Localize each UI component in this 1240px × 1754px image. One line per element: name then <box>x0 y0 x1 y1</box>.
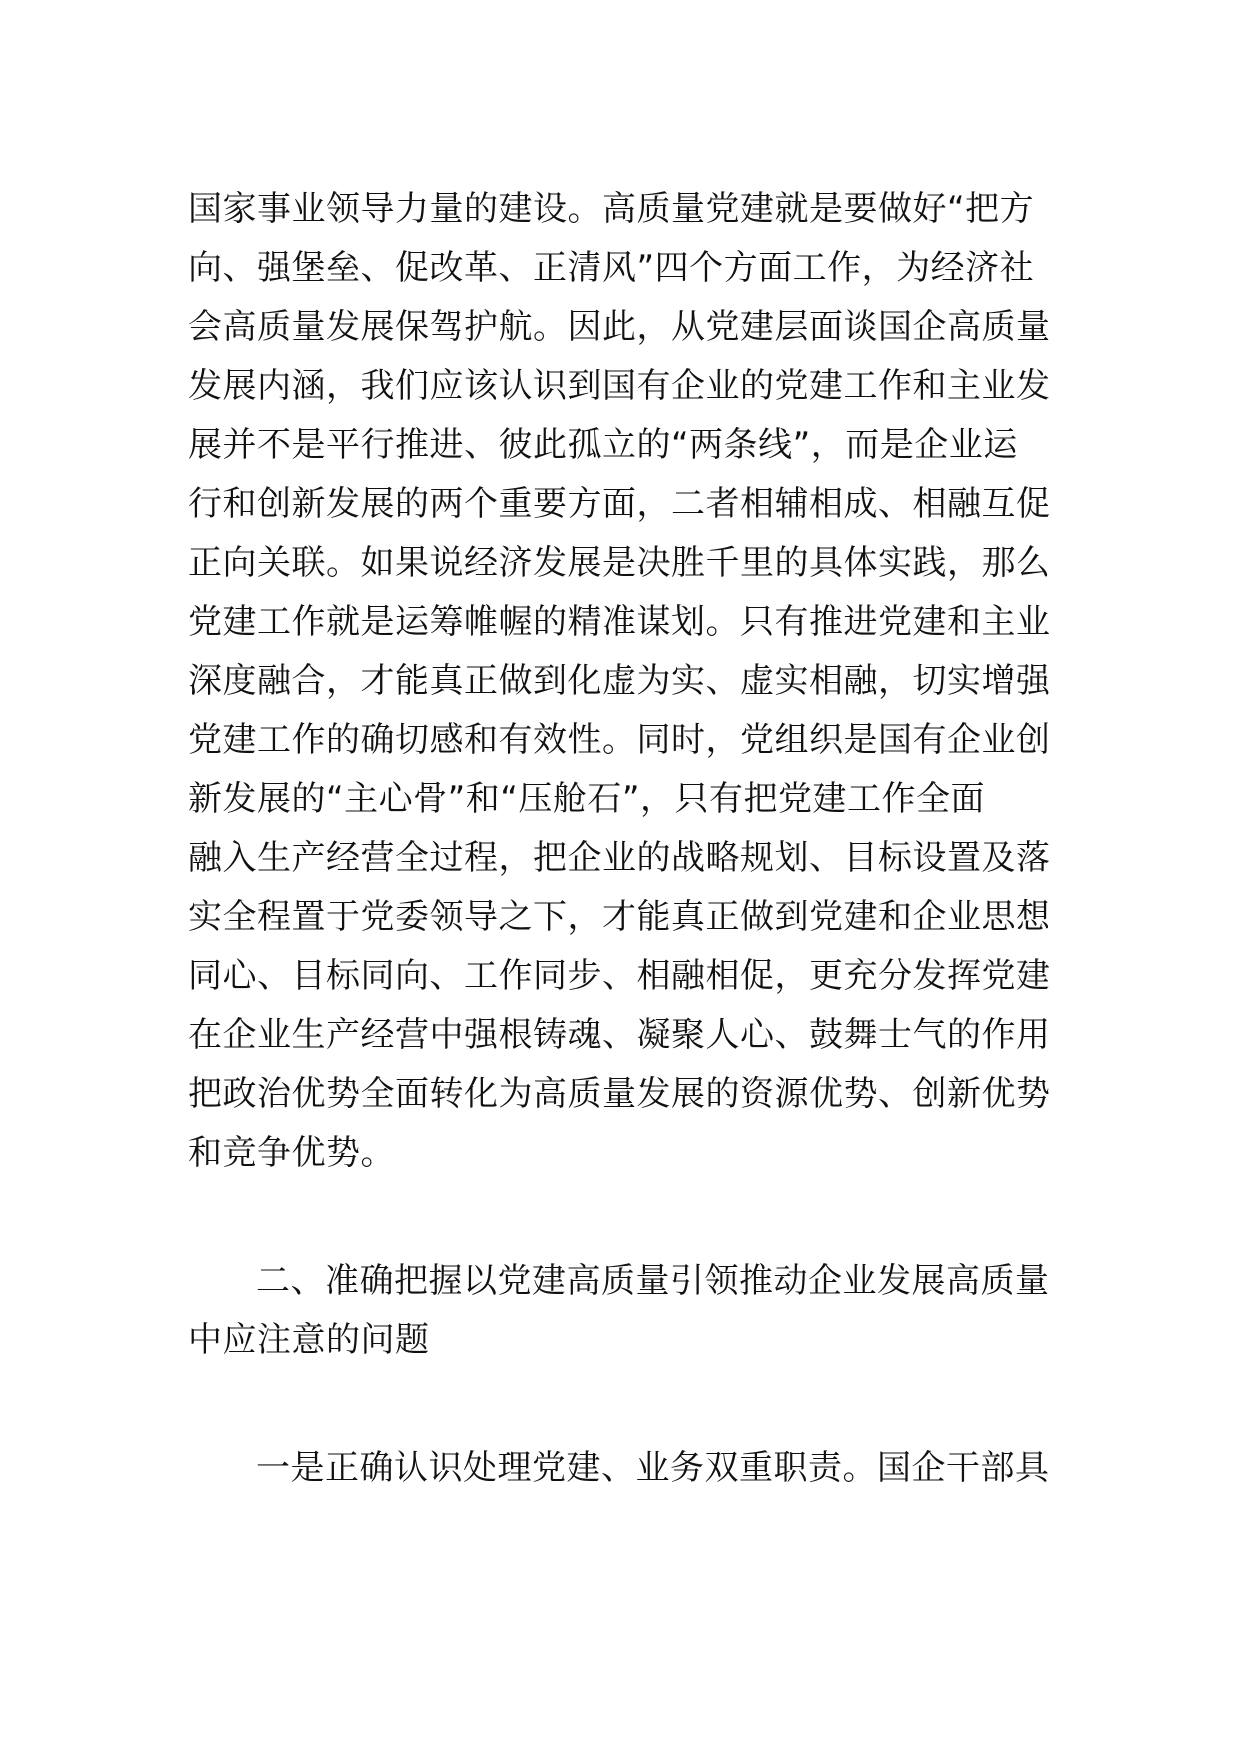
paragraph-line: 行和创新发展的两个重要方面，二者相辅相成、相融互促 <box>188 484 1051 524</box>
paragraph-line: 深度融合，才能真正做到化虚为实、虚实相融，切实增强 <box>188 661 1051 701</box>
paragraph-line: 和竞争优势。 <box>188 1133 395 1173</box>
paragraph-line: 新发展的“主心骨”和“压舱石”，只有把党建工作全面 <box>188 779 985 819</box>
paragraph-line: 发展内涵，我们应该认识到国有企业的党建工作和主业发 <box>188 366 1051 406</box>
paragraph-line: 实全程置于党委领导之下，才能真正做到党建和企业思想 <box>188 897 1051 937</box>
section-heading-line: 中应注意的问题 <box>188 1320 430 1360</box>
paragraph-line: 展并不是平行推进、彼此孤立的“两条线”，而是企业运 <box>188 425 1018 465</box>
paragraph-line: 正向关联。如果说经济发展是决胜千里的具体实践，那么 <box>188 543 1051 583</box>
paragraph-line: 党建工作就是运筹帷幄的精准谋划。只有推进党建和主业 <box>188 602 1051 642</box>
paragraph-line: 融入生产经营全过程，把企业的战略规划、目标设置及落 <box>188 838 1051 878</box>
paragraph-line: 会高质量发展保驾护航。因此，从党建层面谈国企高质量 <box>188 307 1051 347</box>
paragraph-line: 向、强堡垒、促改革、正清风”四个方面工作，为经济社 <box>188 248 1035 288</box>
paragraph-line: 一是正确认识处理党建、业务双重职责。国企干部具 <box>256 1448 1050 1488</box>
paragraph-line: 把政治优势全面转化为高质量发展的资源优势、创新优势 <box>188 1074 1051 1114</box>
paragraph-line: 同心、目标同向、工作同步、相融相促，更充分发挥党建 <box>188 956 1051 996</box>
paragraph-line: 国家事业领导力量的建设。高质量党建就是要做好“把方 <box>188 189 1035 229</box>
paragraph-line: 党建工作的确切感和有效性。同时，党组织是国有企业创 <box>188 720 1051 760</box>
section-heading-line: 二、准确把握以党建高质量引领推动企业发展高质量 <box>256 1261 1050 1301</box>
paragraph-line: 在企业生产经营中强根铸魂、凝聚人心、鼓舞士气的作用 <box>188 1015 1051 1055</box>
